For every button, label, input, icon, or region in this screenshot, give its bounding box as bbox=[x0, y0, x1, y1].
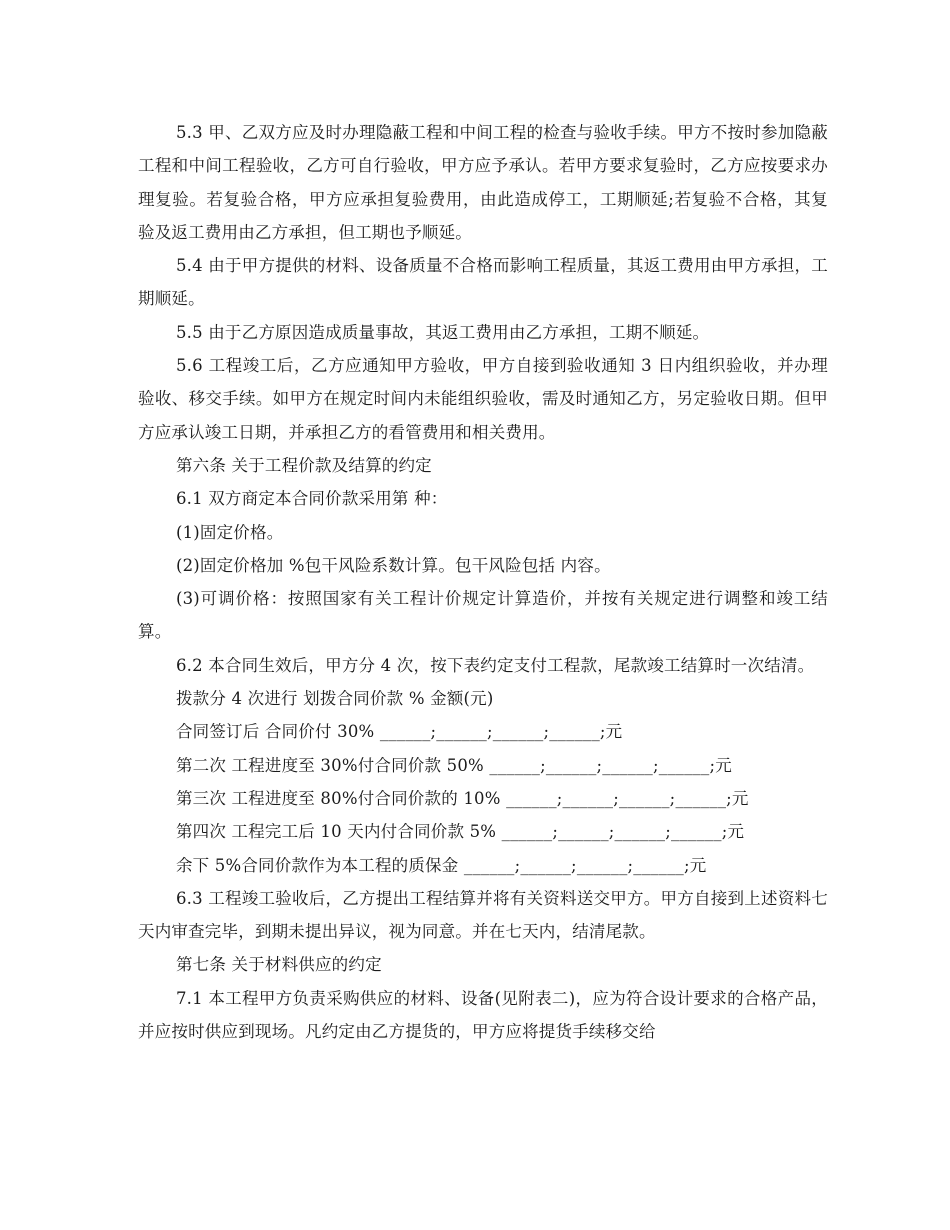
paragraph-5-4: 5.4 由于甲方提供的材料、设备质量不合格而影响工程质量，其返工费用由甲方承担，工期顺延。 bbox=[138, 256, 828, 309]
payment-row-4: 第四次 工程完工后 10 天内付合同价款 5% ______;______;______;______;元 bbox=[175, 822, 745, 842]
option-fixed-price: (1)固定价格。 bbox=[175, 522, 284, 542]
paragraph-7-1: 7.1 本工程甲方负责采购供应的材料、设备(见附表二)，应为符合设计要求的合格产品，并应按时供应到现场。凡约定由乙方提货的，甲方应将提货手续移交给 bbox=[138, 988, 828, 1042]
paragraph-5-3: 5.3 甲、乙双方应及时办理隐蔽工程和中间工程的检查与验收手续。甲方不按时参加隐蔽工程和中间工程验收，乙方可自行验收，甲方应予承认。若甲方要求复验时，乙方应按要求办理复验。若复验合格，甲方应承担复验费用，由此造成停工，工期顺延;若复验不合格，其复验及返工费用由乙方承担，但工期也予顺延。 bbox=[138, 123, 828, 242]
paragraph-5-6: 5.6 工程竣工后，乙方应通知甲方验收，甲方自接到验收通知 3 日内组织验收，并办理验收、移交手续。如甲方在规定时间内未能组织验收，需及时通知乙方，另定验收日期。但甲方应承认竣工日期，并承担乙方的看管费用和相关费用。 bbox=[138, 356, 828, 442]
payment-row-2: 第二次 工程进度至 30%付合同价款 50% ______;______;______;______;元 bbox=[175, 755, 732, 775]
article-7-heading: 第七条 关于材料供应的约定 bbox=[175, 955, 382, 975]
payment-row-3: 第三次 工程进度至 80%付合同价款的 10% ______;______;______;______;元 bbox=[175, 788, 749, 808]
payment-table-header: 拨款分 4 次进行 划拨合同价款 % 金额(元) bbox=[175, 689, 494, 709]
option-fixed-price-plus-risk: (2)固定价格加 %包干风险系数计算。包干风险包括 内容。 bbox=[175, 555, 611, 575]
option-adjustable-price: (3)可调价格：按照国家有关工程计价规定计算造价，并按有关规定进行调整和竣工结算。 bbox=[138, 589, 828, 642]
paragraph-5-5: 5.5 由于乙方原因造成质量事故，其返工费用由乙方承担，工期不顺延。 bbox=[175, 322, 710, 342]
contract-body bbox=[138, 116, 828, 1048]
paragraph-6-2: 6.2 本合同生效后，甲方分 4 次，按下表约定支付工程款，尾款竣工结算时一次结清。 bbox=[175, 655, 815, 675]
payment-row-retention: 余下 5%合同价款作为本工程的质保金 ______;______;______;______;元 bbox=[175, 855, 707, 875]
paragraph-6-1: 6.1 双方商定本合同价款采用第 种： bbox=[175, 489, 448, 509]
payment-row-1: 合同签订后 合同价付 30% ______;______;______;______;元 bbox=[175, 722, 623, 742]
article-6-heading: 第六条 关于工程价款及结算的约定 bbox=[175, 455, 432, 475]
paragraph-6-3: 6.3 工程竣工验收后，乙方提出工程结算并将有关资料送交甲方。甲方自接到上述资料七天内审查完毕，到期未提出异议，视为同意。并在七天内，结清尾款。 bbox=[138, 888, 828, 942]
